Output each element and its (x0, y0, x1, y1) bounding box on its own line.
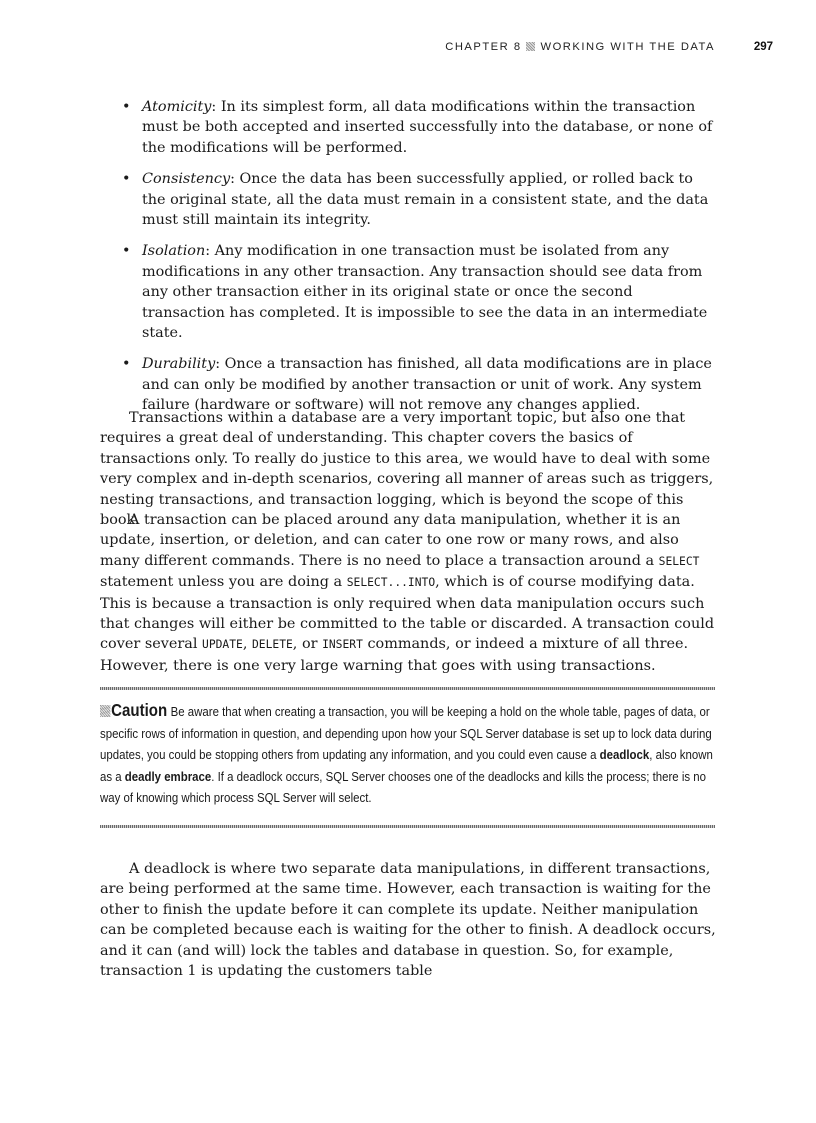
term-deadlock: deadlock (599, 747, 650, 762)
term-atomicity: Atomicity (142, 99, 212, 115)
text-run: commands, or indeed a mixture of all three. However, there is one very large warning that goes with using transactions. (100, 636, 689, 674)
caution-icon (100, 705, 110, 717)
term-durability: Durability (142, 356, 216, 373)
list-item (122, 97, 717, 158)
bullet-icon: • (122, 243, 131, 260)
list-item (122, 354, 717, 415)
bullet-text: : In its simplest form, all data modifications within the transaction must be both accepted and inserted successfully into the database, or none of the modifications will be performed. (142, 99, 713, 156)
text-run: , which is of course modifying data. This is because a transaction is only required when data manipulation occurs such that changes will either be committed to the table or discarded. A transaction could cover several (100, 574, 715, 653)
term-isolation: Isolation (142, 243, 206, 260)
caution-note (100, 700, 713, 809)
text-run: , (242, 636, 252, 653)
running-head (0, 41, 816, 57)
caution-top-rule (100, 687, 715, 690)
bullet-text: : Once a transaction has finished, all data modifications are in place and can only be modified by another transaction or unit of work. Any system failure (hardware or software) will not remove any changes applied. (142, 356, 712, 414)
code-insert: INSERT (322, 638, 363, 652)
caution-label: Caution (111, 700, 168, 720)
paragraph-deadlock: A deadlock is where two separate data manipulations, in different transactions, are being performed at the same time. However, each transaction is waiting for the other to finish the update before it can complete its update. Neither manipulation can be completed because each is waiting for the other to finish. A deadlock occurs, and it can (and will) lock the tables and database in question. So, for example, transaction 1 is updating the customers table (100, 861, 716, 980)
chapter-title: WORKING WITH THE DATA (540, 41, 715, 53)
list-item (122, 169, 717, 230)
caution-bottom-rule (100, 825, 715, 828)
text-run: Be aware that when creating a transaction, you will be keeping a hold on the whole table, pages of data, or specific rows of information in question, and depending upon how your SQL Server database is set up to lock data during updates, you could be stopping others from updating any information, and you could even cause a (100, 704, 712, 762)
chapter-number: CHAPTER 8 (445, 41, 522, 53)
term-consistency: Consistency (142, 171, 231, 188)
list-item (122, 241, 717, 343)
code-update: UPDATE (202, 638, 243, 652)
bullet-icon: • (122, 171, 131, 188)
bullet-text: : Once the data has been successfully applied, or rolled back to the original state, all the data must remain in a consistent state, and the data must still maintain its integrity. (142, 171, 709, 229)
term-deadly-embrace: deadly embrace (124, 768, 212, 784)
bullet-icon: • (122, 99, 131, 115)
paragraph-transactions-intro: Transactions within a database are a very important topic, but also one that requires a great deal of understanding. This chapter covers the basics of transactions only. To really do justice to this area, we would have to deal with some very complex and in-depth scenarios, covering all manner of areas such as triggers, nesting transactions, and transaction logging, which is beyond the scope of this book. (100, 410, 714, 529)
chapter-separator-icon (526, 42, 535, 51)
text-run: statement unless you are doing a (100, 574, 347, 591)
text-run: , or (292, 636, 323, 653)
code-select: SELECT (658, 554, 700, 568)
text-run: A transaction can be placed around any data manipulation, whether it is an update, insertion, or deletion, and can cater to one row or many rows, and also many different commands. There is no need to place a transaction around a (100, 512, 681, 569)
bullet-icon: • (122, 356, 131, 373)
page-number: 297 (753, 41, 773, 53)
bullet-text: : Any modification in one transaction must be isolated from any modifications in any other transaction. Any transaction should see data from any other transaction either in its original state or once the second transaction has completed. It is impossible to see the data in an intermediate state. (142, 243, 708, 342)
code-delete: DELETE (251, 638, 293, 652)
text-run: , also known as a (100, 747, 713, 784)
code-select-into: SELECT...INTO (346, 576, 436, 590)
acid-property-list (122, 97, 717, 427)
paragraph-transaction-scope (100, 510, 716, 676)
chapter-label (445, 41, 715, 53)
text-run: . If a deadlock occurs, SQL Server chooses one of the deadlocks and kills the process; there is no way of knowing which process SQL Server will select. (100, 768, 706, 805)
